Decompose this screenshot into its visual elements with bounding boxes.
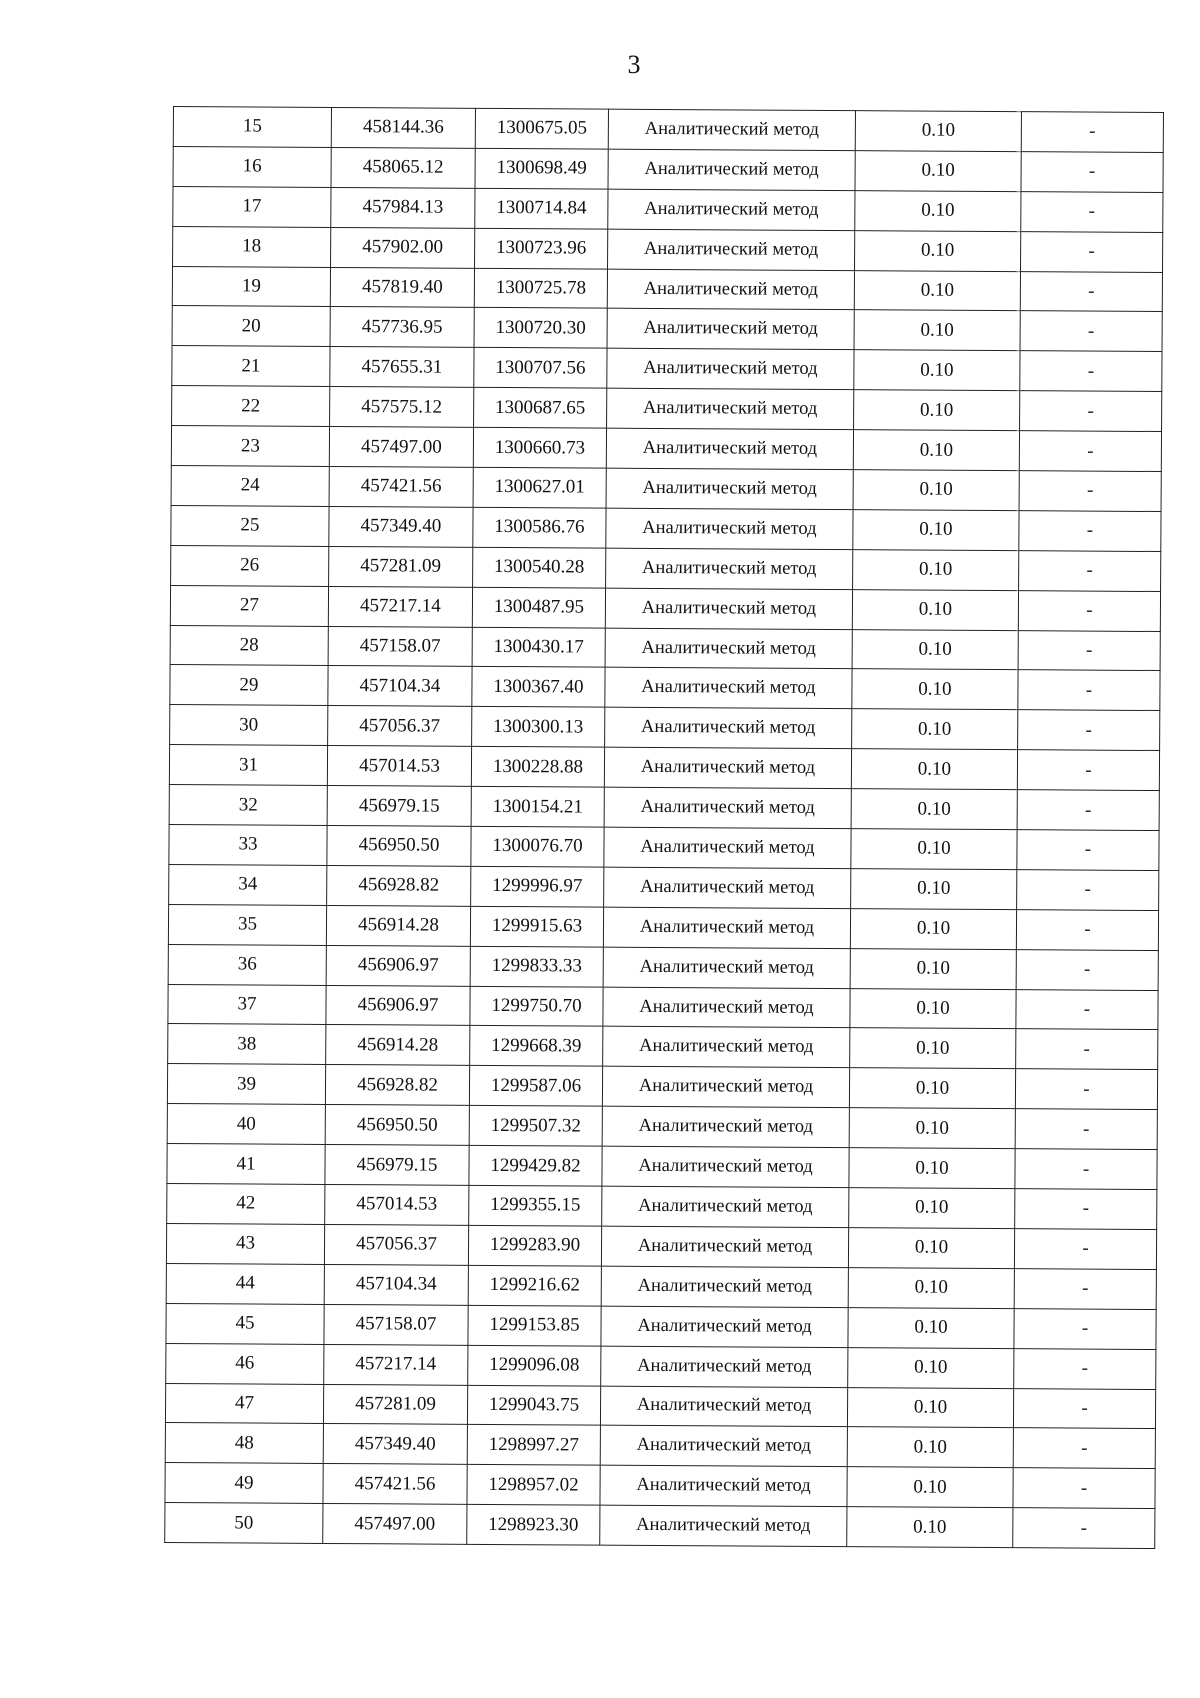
- y-coordinate-cell: 1300076.70: [471, 826, 604, 867]
- accuracy-cell: 0.10: [853, 510, 1019, 551]
- point-number-cell: 28: [170, 625, 328, 666]
- point-number-cell: 27: [170, 585, 328, 626]
- x-coordinate-cell: 457819.40: [330, 267, 474, 308]
- y-coordinate-cell: 1299833.33: [470, 946, 603, 987]
- y-coordinate-cell: 1298997.27: [467, 1425, 600, 1466]
- method-cell: Аналитический метод: [602, 1186, 849, 1227]
- x-coordinate-cell: 457281.09: [323, 1384, 467, 1425]
- point-number-cell: 23: [171, 426, 329, 467]
- y-coordinate-cell: 1300487.95: [472, 587, 605, 628]
- method-cell: Аналитический метод: [608, 189, 855, 230]
- y-coordinate-cell: 1300430.17: [472, 627, 605, 668]
- note-cell: -: [1021, 191, 1163, 232]
- accuracy-cell: 0.10: [852, 629, 1018, 670]
- method-cell: Аналитический метод: [602, 1146, 849, 1187]
- table-row: [172, 266, 1162, 312]
- method-cell: Аналитический метод: [605, 708, 852, 749]
- table-row: [165, 1423, 1155, 1469]
- table-row: [173, 146, 1163, 192]
- y-coordinate-cell: 1300367.40: [472, 667, 605, 708]
- note-cell: -: [1019, 550, 1161, 591]
- accuracy-cell: 0.10: [848, 1307, 1014, 1348]
- y-coordinate-cell: 1300586.76: [473, 507, 606, 548]
- note-cell: -: [1021, 152, 1163, 193]
- method-cell: Аналитический метод: [601, 1226, 848, 1267]
- table-row: [171, 545, 1161, 591]
- table-row: [169, 745, 1159, 791]
- accuracy-cell: 0.10: [847, 1507, 1013, 1548]
- point-number-cell: 37: [168, 984, 326, 1025]
- table-row: [168, 984, 1158, 1030]
- method-cell: Аналитический метод: [600, 1386, 847, 1427]
- method-cell: Аналитический метод: [605, 588, 852, 629]
- note-cell: -: [1018, 670, 1160, 711]
- x-coordinate-cell: 457984.13: [331, 187, 475, 228]
- point-number-cell: 36: [168, 944, 326, 985]
- method-cell: Аналитический метод: [606, 428, 853, 469]
- method-cell: Аналитический метод: [603, 987, 850, 1028]
- accuracy-cell: 0.10: [852, 589, 1018, 630]
- point-number-cell: 38: [168, 1024, 326, 1065]
- table-row: [173, 107, 1163, 153]
- point-number-cell: 22: [172, 386, 330, 427]
- method-cell: Аналитический метод: [603, 907, 850, 948]
- method-cell: Аналитический метод: [601, 1346, 848, 1387]
- method-cell: Аналитический метод: [601, 1306, 848, 1347]
- y-coordinate-cell: 1299429.82: [469, 1145, 602, 1186]
- point-number-cell: 39: [167, 1064, 325, 1105]
- note-cell: -: [1019, 511, 1161, 552]
- x-coordinate-cell: 457736.95: [330, 307, 474, 348]
- table-row: [170, 625, 1160, 671]
- accuracy-cell: 0.10: [854, 270, 1020, 311]
- x-coordinate-cell: 457158.07: [324, 1304, 468, 1345]
- y-coordinate-cell: 1299668.39: [470, 1026, 603, 1067]
- note-cell: -: [1013, 1428, 1155, 1469]
- x-coordinate-cell: 457349.40: [323, 1424, 467, 1465]
- accuracy-cell: 0.10: [847, 1427, 1013, 1468]
- x-coordinate-cell: 457281.09: [329, 546, 473, 587]
- point-number-cell: 15: [173, 107, 331, 148]
- table-row: [168, 904, 1158, 950]
- point-number-cell: 44: [166, 1263, 324, 1304]
- x-coordinate-cell: 457104.34: [328, 666, 472, 707]
- note-cell: -: [1021, 112, 1163, 153]
- x-coordinate-cell: 458144.36: [331, 107, 475, 148]
- note-cell: -: [1016, 909, 1158, 950]
- table-row: [170, 705, 1160, 751]
- y-coordinate-cell: 1300707.56: [474, 348, 607, 389]
- note-cell: -: [1019, 471, 1161, 512]
- point-number-cell: 33: [169, 825, 327, 866]
- y-coordinate-cell: 1300300.13: [472, 707, 605, 748]
- x-coordinate-cell: 457056.37: [324, 1224, 468, 1265]
- point-number-cell: 34: [169, 864, 327, 905]
- note-cell: -: [1015, 1189, 1157, 1230]
- table-row: [169, 825, 1159, 871]
- x-coordinate-cell: 457158.07: [328, 626, 472, 667]
- method-cell: Аналитический метод: [602, 1067, 849, 1108]
- x-coordinate-cell: 456906.97: [326, 945, 470, 986]
- accuracy-cell: 0.10: [850, 1028, 1016, 1069]
- table-row: [171, 466, 1161, 512]
- coordinates-table-body: [165, 107, 1164, 1549]
- point-number-cell: 21: [172, 346, 330, 387]
- accuracy-cell: 0.10: [850, 988, 1016, 1029]
- note-cell: -: [1013, 1508, 1155, 1549]
- method-cell: Аналитический метод: [603, 947, 850, 988]
- accuracy-cell: 0.10: [855, 230, 1021, 271]
- method-cell: Аналитический метод: [605, 668, 852, 709]
- x-coordinate-cell: 457902.00: [331, 227, 475, 268]
- point-number-cell: 42: [167, 1184, 325, 1225]
- table-row: [172, 386, 1162, 432]
- note-cell: -: [1014, 1348, 1156, 1389]
- note-cell: -: [1017, 790, 1159, 831]
- note-cell: -: [1016, 949, 1158, 990]
- x-coordinate-cell: 457497.00: [323, 1504, 467, 1545]
- accuracy-cell: 0.10: [847, 1467, 1013, 1508]
- accuracy-cell: 0.10: [848, 1347, 1014, 1388]
- table-row: [169, 785, 1159, 831]
- table-row: [166, 1303, 1156, 1349]
- table-row: [169, 864, 1159, 910]
- point-number-cell: 19: [172, 266, 330, 307]
- table-row: [172, 306, 1162, 352]
- note-cell: -: [1013, 1388, 1155, 1429]
- table-row: [166, 1343, 1156, 1389]
- table-row: [172, 346, 1162, 392]
- method-cell: Аналитический метод: [601, 1266, 848, 1307]
- x-coordinate-cell: 456906.97: [326, 985, 470, 1026]
- note-cell: -: [1018, 630, 1160, 671]
- point-number-cell: 26: [171, 545, 329, 586]
- table-row: [167, 1184, 1157, 1230]
- accuracy-cell: 0.10: [854, 390, 1020, 431]
- method-cell: Аналитический метод: [604, 747, 851, 788]
- table-row: [171, 505, 1161, 551]
- accuracy-cell: 0.10: [852, 709, 1018, 750]
- point-number-cell: 24: [171, 466, 329, 507]
- note-cell: -: [1020, 351, 1162, 392]
- method-cell: Аналитический метод: [600, 1426, 847, 1467]
- table-row: [165, 1503, 1155, 1549]
- point-number-cell: 35: [168, 904, 326, 945]
- x-coordinate-cell: 457421.56: [329, 466, 473, 507]
- y-coordinate-cell: 1299043.75: [467, 1385, 600, 1426]
- note-cell: -: [1016, 989, 1158, 1030]
- x-coordinate-cell: 456928.82: [325, 1065, 469, 1106]
- note-cell: -: [1020, 311, 1162, 352]
- method-cell: Аналитический метод: [608, 229, 855, 270]
- accuracy-cell: 0.10: [848, 1228, 1014, 1269]
- coordinates-table-wrapper: [164, 106, 1157, 1549]
- x-coordinate-cell: 457217.14: [328, 586, 472, 627]
- x-coordinate-cell: 457056.37: [328, 706, 472, 747]
- point-number-cell: 43: [166, 1223, 324, 1264]
- table-row: [165, 1383, 1155, 1429]
- method-cell: Аналитический метод: [606, 468, 853, 509]
- point-number-cell: 46: [166, 1343, 324, 1384]
- y-coordinate-cell: 1300154.21: [471, 786, 604, 827]
- note-cell: -: [1017, 750, 1159, 791]
- x-coordinate-cell: 457104.34: [324, 1264, 468, 1305]
- accuracy-cell: 0.10: [854, 350, 1020, 391]
- point-number-cell: 41: [167, 1144, 325, 1185]
- accuracy-cell: 0.10: [853, 430, 1019, 471]
- table-row: [171, 426, 1161, 472]
- point-number-cell: 29: [170, 665, 328, 706]
- point-number-cell: 50: [165, 1503, 323, 1544]
- note-cell: -: [1021, 231, 1163, 272]
- accuracy-cell: 0.10: [851, 829, 1017, 870]
- table-row: [167, 1144, 1157, 1190]
- coordinates-table: [164, 106, 1164, 1549]
- x-coordinate-cell: 457217.14: [324, 1344, 468, 1385]
- x-coordinate-cell: 456950.50: [327, 825, 471, 866]
- method-cell: Аналитический метод: [608, 149, 855, 190]
- y-coordinate-cell: 1299153.85: [468, 1305, 601, 1346]
- method-cell: Аналитический метод: [600, 1465, 847, 1506]
- x-coordinate-cell: 457655.31: [330, 347, 474, 388]
- note-cell: -: [1014, 1268, 1156, 1309]
- table-row: [167, 1104, 1157, 1150]
- x-coordinate-cell: 457349.40: [329, 506, 473, 547]
- table-row: [165, 1463, 1155, 1509]
- accuracy-cell: 0.10: [855, 111, 1021, 152]
- note-cell: -: [1018, 710, 1160, 751]
- point-number-cell: 32: [169, 785, 327, 826]
- method-cell: Аналитический метод: [606, 548, 853, 589]
- method-cell: Аналитический метод: [607, 388, 854, 429]
- y-coordinate-cell: 1299283.90: [468, 1225, 601, 1266]
- y-coordinate-cell: 1298923.30: [467, 1504, 600, 1545]
- method-cell: Аналитический метод: [604, 827, 851, 868]
- y-coordinate-cell: 1299915.63: [470, 906, 603, 947]
- table-row: [167, 1064, 1157, 1110]
- point-number-cell: 18: [173, 226, 331, 267]
- y-coordinate-cell: 1300698.49: [475, 148, 608, 189]
- accuracy-cell: 0.10: [851, 789, 1017, 830]
- method-cell: Аналитический метод: [603, 1027, 850, 1068]
- note-cell: -: [1015, 1069, 1157, 1110]
- y-coordinate-cell: 1299507.32: [469, 1106, 602, 1147]
- y-coordinate-cell: 1300627.01: [473, 467, 606, 508]
- point-number-cell: 40: [167, 1104, 325, 1145]
- note-cell: -: [1017, 830, 1159, 871]
- accuracy-cell: 0.10: [850, 908, 1016, 949]
- x-coordinate-cell: 456979.15: [325, 1145, 469, 1186]
- y-coordinate-cell: 1299587.06: [469, 1066, 602, 1107]
- table-row: [166, 1263, 1156, 1309]
- accuracy-cell: 0.10: [853, 470, 1019, 511]
- note-cell: -: [1015, 1109, 1157, 1150]
- x-coordinate-cell: 457575.12: [330, 387, 474, 428]
- note-cell: -: [1016, 1029, 1158, 1070]
- note-cell: -: [1020, 271, 1162, 312]
- point-number-cell: 20: [172, 306, 330, 347]
- accuracy-cell: 0.10: [849, 1108, 1015, 1149]
- y-coordinate-cell: 1300723.96: [475, 228, 608, 269]
- y-coordinate-cell: 1299096.08: [468, 1345, 601, 1386]
- method-cell: Аналитический метод: [608, 109, 855, 150]
- table-row: [173, 186, 1163, 232]
- method-cell: Аналитический метод: [607, 269, 854, 310]
- y-coordinate-cell: 1300675.05: [475, 108, 608, 149]
- x-coordinate-cell: 457421.56: [323, 1464, 467, 1505]
- point-number-cell: 31: [169, 745, 327, 786]
- table-row: [170, 585, 1160, 631]
- point-number-cell: 48: [165, 1423, 323, 1464]
- method-cell: Аналитический метод: [606, 508, 853, 549]
- table-row: [168, 1024, 1158, 1070]
- note-cell: -: [1018, 590, 1160, 631]
- method-cell: Аналитический метод: [602, 1106, 849, 1147]
- point-number-cell: 25: [171, 505, 329, 546]
- table-row: [166, 1223, 1156, 1269]
- point-number-cell: 49: [165, 1463, 323, 1504]
- accuracy-cell: 0.10: [855, 190, 1021, 231]
- accuracy-cell: 0.10: [854, 310, 1020, 351]
- accuracy-cell: 0.10: [851, 749, 1017, 790]
- x-coordinate-cell: 457497.00: [329, 427, 473, 468]
- table-row: [170, 665, 1160, 711]
- y-coordinate-cell: 1298957.02: [467, 1465, 600, 1506]
- x-coordinate-cell: 456979.15: [327, 786, 471, 827]
- table-row: [168, 944, 1158, 990]
- point-number-cell: 30: [170, 705, 328, 746]
- y-coordinate-cell: 1300714.84: [475, 188, 608, 229]
- method-cell: Аналитический метод: [607, 309, 854, 350]
- point-number-cell: 16: [173, 146, 331, 187]
- accuracy-cell: 0.10: [850, 948, 1016, 989]
- x-coordinate-cell: 457014.53: [325, 1184, 469, 1225]
- accuracy-cell: 0.10: [855, 151, 1021, 192]
- note-cell: -: [1017, 870, 1159, 911]
- page-number: 3: [627, 50, 641, 79]
- note-cell: -: [1015, 1149, 1157, 1190]
- table-row: [173, 226, 1163, 272]
- y-coordinate-cell: 1300687.65: [474, 388, 607, 429]
- x-coordinate-cell: 456914.28: [326, 905, 470, 946]
- accuracy-cell: 0.10: [849, 1148, 1015, 1189]
- y-coordinate-cell: 1299355.15: [469, 1185, 602, 1226]
- accuracy-cell: 0.10: [849, 1068, 1015, 1109]
- accuracy-cell: 0.10: [852, 669, 1018, 710]
- x-coordinate-cell: 456928.82: [327, 865, 471, 906]
- x-coordinate-cell: 456914.28: [326, 1025, 470, 1066]
- method-cell: Аналитический метод: [607, 348, 854, 389]
- y-coordinate-cell: 1300660.73: [473, 427, 606, 468]
- y-coordinate-cell: 1300725.78: [474, 268, 607, 309]
- y-coordinate-cell: 1300540.28: [473, 547, 606, 588]
- accuracy-cell: 0.10: [853, 549, 1019, 590]
- method-cell: Аналитический метод: [604, 787, 851, 828]
- method-cell: Аналитический метод: [600, 1505, 847, 1546]
- point-number-cell: 47: [165, 1383, 323, 1424]
- method-cell: Аналитический метод: [605, 628, 852, 669]
- accuracy-cell: 0.10: [847, 1387, 1013, 1428]
- accuracy-cell: 0.10: [851, 869, 1017, 910]
- y-coordinate-cell: 1299996.97: [471, 866, 604, 907]
- accuracy-cell: 0.10: [849, 1188, 1015, 1229]
- note-cell: -: [1020, 391, 1162, 432]
- method-cell: Аналитический метод: [604, 867, 851, 908]
- point-number-cell: 45: [166, 1303, 324, 1344]
- note-cell: -: [1013, 1468, 1155, 1509]
- y-coordinate-cell: 1299216.62: [468, 1265, 601, 1306]
- x-coordinate-cell: 458065.12: [331, 147, 475, 188]
- x-coordinate-cell: 456950.50: [325, 1105, 469, 1146]
- accuracy-cell: 0.10: [848, 1267, 1014, 1308]
- x-coordinate-cell: 457014.53: [327, 746, 471, 787]
- note-cell: -: [1019, 431, 1161, 472]
- y-coordinate-cell: 1299750.70: [470, 986, 603, 1027]
- y-coordinate-cell: 1300720.30: [474, 308, 607, 349]
- y-coordinate-cell: 1300228.88: [471, 747, 604, 788]
- note-cell: -: [1014, 1229, 1156, 1270]
- note-cell: -: [1014, 1308, 1156, 1349]
- point-number-cell: 17: [173, 186, 331, 227]
